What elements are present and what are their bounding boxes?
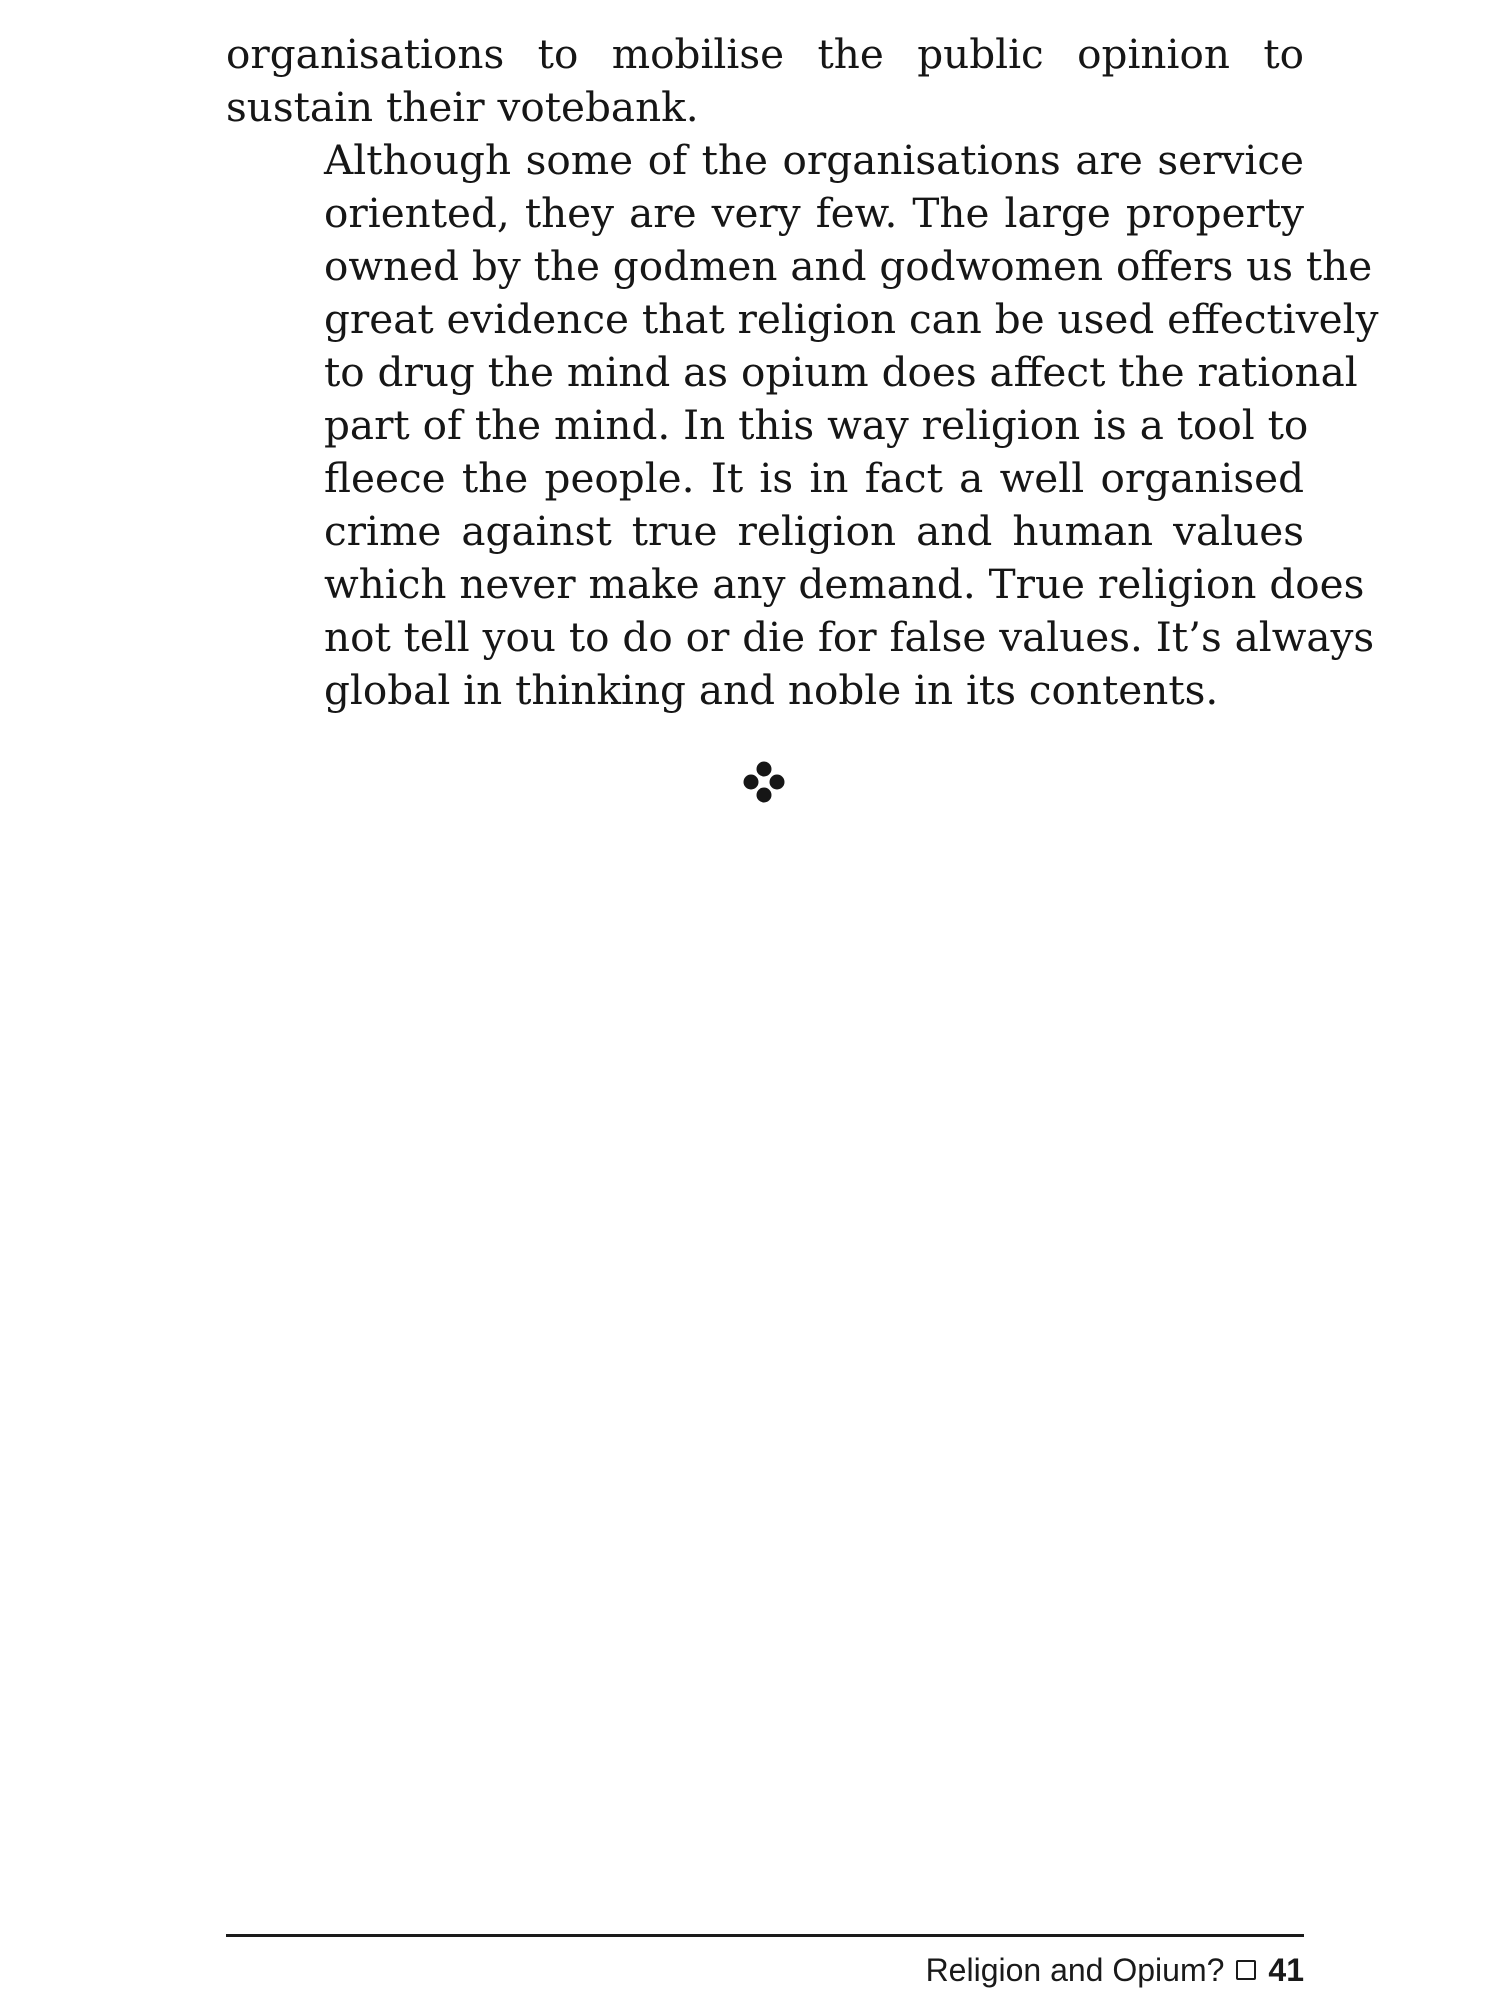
text-line: global in thinking and noble in its contents. (324, 666, 1219, 714)
paragraph-continuation (226, 28, 1304, 134)
body-text (226, 28, 1379, 717)
text-line: owned by the godmen and godwomen offers us the (324, 242, 1373, 290)
page-number: 41 (1268, 1951, 1304, 1988)
text-line: oriented, they are very few. The large property (324, 189, 1304, 237)
text-line: organisations to mobilise the public opinion to (226, 30, 1304, 78)
footer-rule (226, 1934, 1304, 1937)
text-line: sustain their votebank. (226, 83, 699, 131)
paragraph-religion (226, 134, 1379, 717)
text-line: fleece the people. It is in fact a well organised (324, 454, 1304, 502)
text-line: not tell you to do or die for false values. It’s always (324, 613, 1375, 661)
text-line: Although some of the organisations are service (324, 136, 1304, 184)
text-line: crime against true religion and human values (324, 507, 1304, 555)
four-leaf-clover-icon (742, 760, 786, 804)
page-footer (926, 1950, 1304, 1990)
text-line: great evidence that religion can be used effectively (324, 295, 1379, 343)
text-line: part of the mind. In this way religion is a tool to (324, 401, 1309, 449)
running-title: Religion and Opium? (925, 1951, 1225, 1988)
box-icon (1236, 1960, 1256, 1980)
text-line: to drug the mind as opium does affect the rational (324, 348, 1358, 396)
text-line: which never make any demand. True religion does (324, 560, 1365, 608)
